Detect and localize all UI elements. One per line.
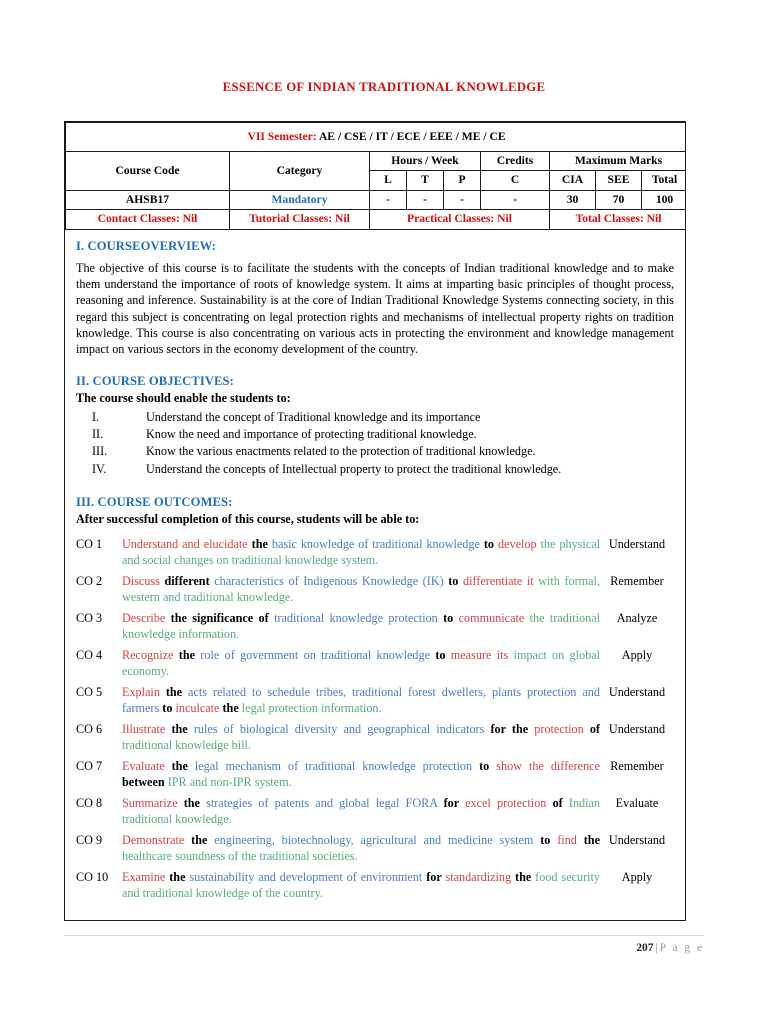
outcome-segment-green: the physical and social changes on traditional knowledge system. [122, 537, 600, 568]
course-outcome-blooms-level: Understand [608, 537, 666, 552]
value-category: Mandatory [230, 190, 370, 209]
semester-row [66, 123, 687, 152]
semester-label: VII Semester: [247, 129, 317, 143]
subcol-total: Total [642, 171, 687, 190]
course-outcome-text [122, 683, 600, 720]
course-outcome-text [122, 646, 600, 683]
subcol-c: C [481, 171, 550, 190]
course-outcome-row [76, 572, 674, 609]
semester-cell [66, 123, 687, 152]
outcome-segment-blue: legal mechanism of traditional knowledge protection [194, 758, 480, 773]
course-objectives-lead: The course should enable the students to: [76, 391, 291, 406]
col-maximum-marks: Maximum Marks [550, 152, 687, 171]
outcome-segment-blue: traditional knowledge protection [274, 611, 444, 626]
outcome-segment-green: traditional knowledge bill. [122, 737, 251, 752]
course-outcome-text [122, 535, 600, 572]
outcome-segment-blue: characteristics of Indigenous Knowledge (IK) [214, 574, 449, 589]
value-cia: 30 [550, 190, 596, 209]
total-classes: Total Classes: Nil [550, 210, 687, 229]
course-outcome-id: CO 6 [76, 721, 103, 736]
course-outcome-id: CO 3 [76, 611, 103, 626]
outcome-segment-black: the [222, 700, 242, 715]
course-outcome-text [122, 793, 600, 830]
course-outcome-blooms-level: Remember [610, 758, 664, 773]
outcome-segment-red: Evaluate [122, 758, 172, 773]
outcome-segment-black: the [171, 758, 195, 773]
course-outcome-id: CO 8 [76, 795, 103, 810]
objective-item [92, 443, 561, 460]
outcome-segment-red: standardizing [445, 869, 516, 884]
objective-item [92, 408, 561, 425]
outcome-segment-red: Summarize [122, 795, 184, 810]
course-outcome-row [76, 793, 674, 830]
outcome-segment-green: IPR and non-IPR system. [167, 774, 292, 789]
course-outcome-row [76, 867, 674, 904]
objective-item [92, 426, 561, 443]
spacer [76, 357, 674, 374]
value-total: 100 [642, 190, 687, 209]
outcome-segment-blue: sustainability and development of environment [189, 869, 427, 884]
footer-page-number: 207 [636, 942, 654, 954]
course-outcome-row [76, 683, 674, 720]
section-heading-course-outcomes: III. COURSE OUTCOMES: [76, 494, 233, 509]
outcome-segment-blue: rules of biological diversity and geographical indicators [193, 721, 491, 736]
value-l: - [370, 190, 407, 209]
course-outcome-text [122, 830, 600, 867]
course-outcome-text [122, 867, 600, 904]
outcome-segment-black: for the [490, 721, 535, 736]
outcome-segment-black: different [164, 574, 215, 589]
subcol-l: L [370, 171, 407, 190]
course-outcome-blooms-level: Remember [610, 574, 664, 589]
subcol-cia: CIA [550, 171, 596, 190]
outcome-segment-red: measure its [450, 648, 514, 663]
value-see: 70 [596, 190, 642, 209]
course-outcome-text [122, 572, 600, 609]
outcome-segment-blue: role of government on traditional knowledge [200, 648, 436, 663]
course-outcome-row [76, 830, 674, 867]
outcome-segment-black: to [540, 832, 558, 847]
outcome-segment-black: the [169, 869, 190, 884]
footer-separator: | [655, 942, 658, 954]
subcol-see: SEE [596, 171, 642, 190]
outcome-segment-red: Explain [122, 685, 166, 699]
course-outcome-text [122, 719, 600, 756]
outcome-segment-black: to [162, 700, 176, 715]
value-t: - [407, 190, 444, 209]
outcome-segment-black: the [191, 832, 215, 847]
tutorial-classes: Tutorial Classes: Nil [230, 210, 370, 229]
header-values-row [66, 190, 687, 209]
outcome-segment-black: to [448, 574, 463, 589]
practical-classes: Practical Classes: Nil [370, 210, 550, 229]
page-footer [64, 935, 704, 954]
col-course-code: Course Code [66, 152, 230, 191]
outcome-segment-green: legal protection information. [241, 700, 382, 715]
course-objectives-list [92, 408, 561, 477]
course-outcome-text [122, 756, 600, 793]
spacer [76, 478, 674, 495]
objective-item [92, 460, 561, 477]
outcome-segment-black: of [589, 721, 600, 736]
outcome-segment-red: Discuss [122, 574, 165, 589]
course-outcome-blooms-level: Understand [608, 721, 666, 736]
classes-row [66, 210, 687, 229]
course-outcomes-table [76, 535, 674, 905]
objective-number: III. [92, 444, 108, 459]
col-category: Category [230, 152, 370, 191]
outcome-segment-black: of [552, 795, 569, 810]
outcome-segment-red: excel protection [465, 795, 553, 810]
course-outcome-row [76, 535, 674, 572]
contact-classes: Contact Classes: Nil [66, 210, 230, 229]
course-outcome-id: CO 2 [76, 574, 103, 589]
outcome-segment-black: to [483, 537, 498, 552]
outcome-segment-red: communicate [458, 611, 530, 626]
subcol-p: P [444, 171, 481, 190]
outcome-segment-black: for [426, 869, 446, 884]
outcome-segment-red: develop [497, 537, 541, 552]
outcome-segment-green: the traditional knowledge information. [122, 611, 600, 642]
outcome-segment-black: the [583, 832, 600, 847]
outcome-segment-red: Understand and elucidate [122, 537, 252, 552]
course-outcome-id: CO 9 [76, 832, 103, 847]
section-heading-course-overview: I. COURSEOVERVIEW: [76, 238, 216, 253]
header-columns-row [66, 152, 687, 171]
course-outcome-blooms-level: Evaluate [615, 795, 659, 810]
outcome-segment-green: impact on global economy. [122, 648, 601, 679]
objective-number: IV. [92, 461, 107, 476]
course-syllabus-frame [64, 121, 686, 921]
objective-number: I. [92, 409, 100, 424]
outcome-segment-black: the [251, 537, 272, 552]
outcome-segment-blue: strategies of patents and global legal FORA [206, 795, 444, 810]
course-outcome-blooms-level: Understand [608, 832, 666, 847]
course-outcome-id: CO 5 [76, 685, 103, 699]
outcome-segment-green: with formal, western and traditional knowledge. [122, 574, 600, 605]
course-outcome-row [76, 609, 674, 646]
value-course-code: AHSB17 [66, 190, 230, 209]
outcome-segment-black: for [443, 795, 466, 810]
outcome-segment-black: the [178, 648, 201, 663]
outcome-segment-black: to [435, 648, 451, 663]
outcome-segment-black: the [165, 685, 189, 699]
outcome-segment-blue: engineering, biotechnology, agricultural and medicine system [214, 832, 541, 847]
outcome-segment-blue: acts related to schedule tribes, traditional forest dwellers, plants protection and farmers [122, 685, 600, 715]
course-outcome-blooms-level: Apply [621, 648, 653, 663]
col-credits: Credits [481, 152, 550, 171]
outcome-segment-black: the [183, 795, 207, 810]
subcol-t: T [407, 171, 444, 190]
objective-text: Understand the concept of Traditional knowledge and its importance [146, 409, 481, 424]
objective-text: Know the various enactments related to the protection of traditional knowledge. [146, 444, 536, 459]
course-outcome-text [122, 609, 600, 646]
outcome-segment-red: find [557, 832, 584, 847]
outcome-segment-red: inculcate [175, 700, 223, 715]
outcome-segment-red: protection [534, 721, 590, 736]
outcome-segment-green: Indian traditional knowledge. [122, 795, 601, 826]
outcome-segment-red: Illustrate [122, 721, 172, 736]
outcome-segment-red: Demonstrate [122, 832, 192, 847]
outcome-segment-red: Recognize [122, 648, 179, 663]
course-outcome-row [76, 646, 674, 683]
course-outcome-blooms-level: Analyze [616, 611, 658, 626]
course-header-table [65, 122, 686, 230]
outcome-segment-green: healthcare soundness of the traditional societies. [122, 848, 358, 863]
outcome-segment-green: food security and traditional knowledge of the country. [122, 869, 600, 900]
value-p: - [444, 190, 481, 209]
footer-page-word: P a g e [659, 942, 704, 954]
syllabus-body [65, 230, 685, 904]
page-title: ESSENCE OF INDIAN TRADITIONAL KNOWLEDGE [222, 80, 546, 94]
course-outcome-blooms-level: Apply [621, 869, 653, 884]
objective-text: Know the need and importance of protecting traditional knowledge. [146, 427, 477, 442]
objective-number: II. [92, 427, 104, 442]
outcome-segment-black: the [515, 869, 536, 884]
course-outcomes-lead: After successful completion of this course, students will be able to: [76, 511, 420, 526]
course-outcome-id: CO 10 [76, 869, 109, 884]
semester-branches: AE / CSE / IT / ECE / EEE / ME / CE [318, 129, 506, 143]
outcome-segment-red: Describe [122, 611, 171, 626]
outcome-segment-black: to [443, 611, 459, 626]
course-outcome-row [76, 756, 674, 793]
section-heading-course-objectives: II. COURSE OBJECTIVES: [76, 374, 234, 389]
course-overview-text: The objective of this course is to facilitate the students with the concepts of Indian traditional knowledge and to make them understand the importance of roots of knowledge system. It aims at imparting basic principles of thought process, reasoning and inference. Sustainability is at the core of Indian Traditional Knowledge Systems connecting society, in this regard this subject is concentrating on legal protection rights and mechanisms of intellectual property rights on tradition knowledge. This course is also concentrating on various acts in protecting the environment and knowledge management impact on various sectors in the economy development of the country. [76, 260, 674, 357]
course-outcome-blooms-level: Understand [608, 685, 666, 699]
course-outcome-row [76, 719, 674, 756]
course-outcome-id: CO 1 [76, 537, 103, 552]
outcome-segment-black: the significance of [170, 611, 275, 626]
course-outcome-id: CO 4 [76, 648, 103, 663]
course-outcome-id: CO 7 [76, 758, 103, 773]
outcome-segment-black: between [122, 774, 168, 789]
outcome-segment-black: the [171, 721, 194, 736]
outcome-segment-red: show the difference [496, 758, 600, 773]
objective-text: Understand the concepts of Intellectual property to protect the traditional knowledge. [146, 461, 562, 476]
outcome-segment-red: differentiate it [462, 574, 539, 589]
outcome-segment-blue: basic knowledge of traditional knowledge [271, 537, 484, 552]
value-c: - [481, 190, 550, 209]
col-hours-per-week: Hours / Week [370, 152, 481, 171]
outcome-segment-black: to [479, 758, 497, 773]
outcome-segment-red: Examine [122, 869, 170, 884]
